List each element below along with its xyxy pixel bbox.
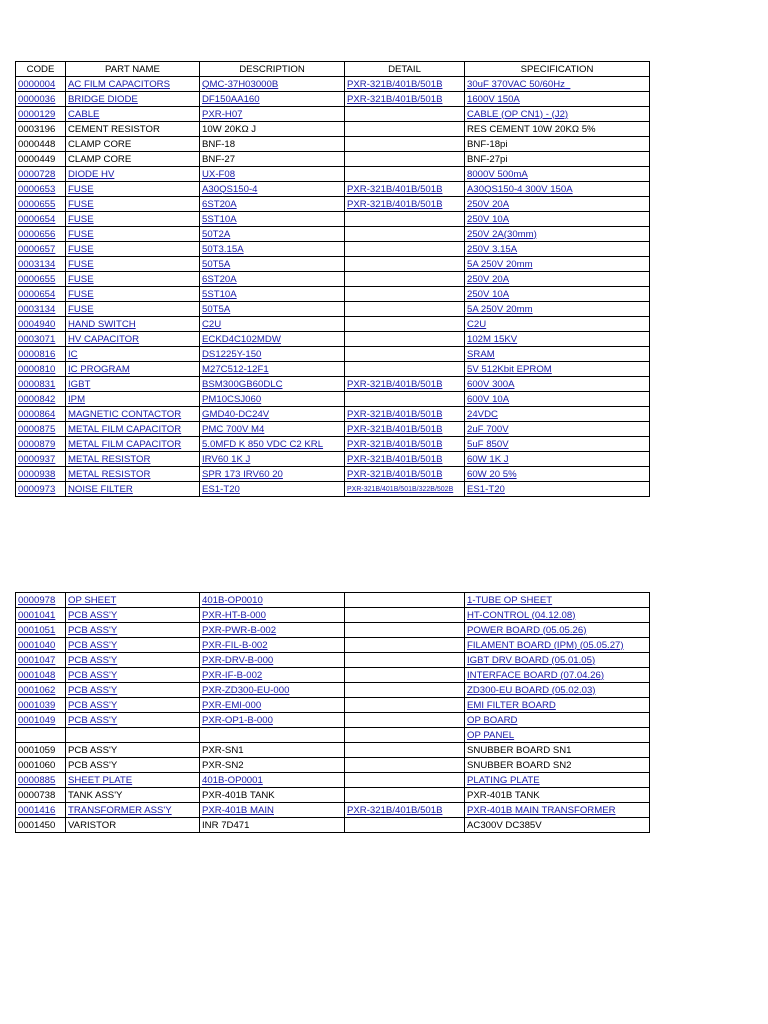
table-row <box>16 818 650 833</box>
cell-specification[interactable]: POWER BOARD (05.05.26) <box>465 623 650 638</box>
cell-part-name[interactable]: AC FILM CAPACITORS <box>66 77 200 92</box>
parts-table-main-body <box>16 77 650 497</box>
cell-specification[interactable]: 60W 20 5% <box>465 467 650 482</box>
cell-part-name[interactable]: NOISE FILTER <box>66 482 200 497</box>
parts-table-main <box>15 61 650 497</box>
table-row <box>16 608 650 623</box>
cell-specification[interactable]: IGBT DRV BOARD (05.01.05) <box>465 653 650 668</box>
cell-specification[interactable]: CABLE (OP CN1) - (J2) <box>465 107 650 122</box>
cell-part-name[interactable]: MAGNETIC CONTACTOR <box>66 407 200 422</box>
cell-specification[interactable]: OP PANEL <box>465 728 650 743</box>
header-specification: SPECIFICATION <box>465 62 650 77</box>
cell-description[interactable]: PXR-IF-B-002 <box>200 668 345 683</box>
cell-description[interactable]: PXR-401B MAIN <box>200 803 345 818</box>
table-row <box>16 773 650 788</box>
cell-detail <box>345 713 465 728</box>
cell-code[interactable]: 0000885 <box>16 773 66 788</box>
cell-detail <box>345 272 465 287</box>
cell-part-name[interactable]: IPM <box>66 392 200 407</box>
table-row <box>16 332 650 347</box>
cell-specification[interactable]: 600V 300A <box>465 377 650 392</box>
table-row <box>16 467 650 482</box>
cell-code[interactable]: 0000842 <box>16 392 66 407</box>
cell-description[interactable]: IRV60 1K J <box>200 452 345 467</box>
cell-part-name[interactable]: FUSE <box>66 287 200 302</box>
cell-part-name[interactable]: IC <box>66 347 200 362</box>
cell-part-name: CEMENT RESISTOR <box>66 122 200 137</box>
cell-description[interactable]: UX-F08 <box>200 167 345 182</box>
cell-detail <box>345 287 465 302</box>
cell-specification[interactable]: 2uF 700V <box>465 422 650 437</box>
table-row <box>16 623 650 638</box>
parts-table-assemblies <box>15 592 650 833</box>
cell-part-name[interactable]: PCB ASS'Y <box>66 683 200 698</box>
cell-specification[interactable]: INTERFACE BOARD (07.04.26) <box>465 668 650 683</box>
cell-detail <box>345 773 465 788</box>
cell-specification[interactable]: FILAMENT BOARD (IPM) (05.05.27) <box>465 638 650 653</box>
cell-detail <box>345 347 465 362</box>
cell-specification[interactable]: 1600V 150A <box>465 92 650 107</box>
cell-part-name[interactable]: BRIDGE DIODE <box>66 92 200 107</box>
cell-description[interactable]: PXR-OP1-B-000 <box>200 713 345 728</box>
table-row <box>16 422 650 437</box>
cell-detail <box>345 743 465 758</box>
cell-description[interactable]: PXR-H07 <box>200 107 345 122</box>
cell-specification[interactable]: 1-TUBE OP SHEET <box>465 593 650 608</box>
cell-code: 0000738 <box>16 788 66 803</box>
cell-specification[interactable]: PLATING PLATE <box>465 773 650 788</box>
table-row <box>16 182 650 197</box>
header-part-name: PART NAME <box>66 62 200 77</box>
cell-detail <box>345 653 465 668</box>
cell-detail <box>345 593 465 608</box>
cell-description[interactable]: QMC-37H03000B <box>200 77 345 92</box>
cell-detail <box>345 332 465 347</box>
cell-description[interactable]: PXR-HT-B-000 <box>200 608 345 623</box>
table-row <box>16 92 650 107</box>
cell-part-name[interactable]: PCB ASS'Y <box>66 608 200 623</box>
cell-code[interactable]: 0000978 <box>16 593 66 608</box>
table-row <box>16 437 650 452</box>
cell-detail <box>345 212 465 227</box>
cell-part-name[interactable]: PCB ASS'Y <box>66 653 200 668</box>
cell-code: 0001060 <box>16 758 66 773</box>
cell-specification[interactable]: 8000V 500mA <box>465 167 650 182</box>
cell-code[interactable]: 0000656 <box>16 227 66 242</box>
cell-specification[interactable]: 30uF 370VAC 50/60Hz_ <box>465 77 650 92</box>
cell-code[interactable]: 0001416 <box>16 803 66 818</box>
table-row <box>16 593 650 608</box>
cell-description[interactable]: C2U <box>200 317 345 332</box>
cell-detail[interactable]: PXR-321B/401B/501B <box>345 377 465 392</box>
cell-code[interactable]: 0000831 <box>16 377 66 392</box>
cell-description: PXR-SN2 <box>200 758 345 773</box>
cell-code[interactable]: 0000654 <box>16 287 66 302</box>
cell-specification[interactable]: 250V 20A <box>465 197 650 212</box>
cell-code[interactable]: 0000938 <box>16 467 66 482</box>
cell-code[interactable]: 0000816 <box>16 347 66 362</box>
table-row <box>16 212 650 227</box>
table-row <box>16 788 650 803</box>
cell-detail <box>345 788 465 803</box>
cell-specification[interactable]: 5V 512Kbit EPROM <box>465 362 650 377</box>
cell-detail <box>345 608 465 623</box>
cell-description[interactable]: 50T2A <box>200 227 345 242</box>
cell-detail[interactable]: PXR-321B/401B/501B <box>345 92 465 107</box>
table-row <box>16 347 650 362</box>
cell-part-name[interactable]: FUSE <box>66 227 200 242</box>
cell-description[interactable]: 6ST20A <box>200 197 345 212</box>
cell-description[interactable]: 50T5A <box>200 257 345 272</box>
cell-code[interactable]: 0001039 <box>16 698 66 713</box>
cell-description[interactable]: PXR-PWR-B-002 <box>200 623 345 638</box>
cell-description: PXR-401B TANK <box>200 788 345 803</box>
cell-specification[interactable]: 60W 1K J <box>465 452 650 467</box>
cell-detail <box>345 698 465 713</box>
cell-code[interactable]: 0001049 <box>16 713 66 728</box>
cell-detail <box>345 758 465 773</box>
cell-code[interactable]: 0000875 <box>16 422 66 437</box>
cell-specification[interactable]: 600V 10A <box>465 392 650 407</box>
table-row <box>16 242 650 257</box>
cell-code[interactable]: 0000004 <box>16 77 66 92</box>
cell-specification[interactable]: C2U <box>465 317 650 332</box>
cell-specification: SNUBBER BOARD SN2 <box>465 758 650 773</box>
cell-part-name[interactable]: FUSE <box>66 257 200 272</box>
cell-code[interactable]: 0000657 <box>16 242 66 257</box>
header-code: CODE <box>16 62 66 77</box>
cell-part-name[interactable]: DIODE HV <box>66 167 200 182</box>
cell-description[interactable]: DS1225Y-150 <box>200 347 345 362</box>
cell-part-name[interactable]: PCB ASS'Y <box>66 668 200 683</box>
cell-detail[interactable]: PXR-321B/401B/501B <box>345 182 465 197</box>
cell-code[interactable]: 0000036 <box>16 92 66 107</box>
header-description: DESCRIPTION <box>200 62 345 77</box>
cell-specification[interactable]: ZD300-EU BOARD (05.02.03) <box>465 683 650 698</box>
cell-part-name <box>66 728 200 743</box>
cell-code: 0000449 <box>16 152 66 167</box>
cell-code[interactable]: 0003134 <box>16 257 66 272</box>
cell-detail <box>345 137 465 152</box>
cell-code[interactable]: 0000973 <box>16 482 66 497</box>
cell-detail[interactable]: PXR-321B/401B/501B <box>345 422 465 437</box>
table-row <box>16 638 650 653</box>
cell-description[interactable]: PMC 700V M4 <box>200 422 345 437</box>
cell-part-name[interactable]: FUSE <box>66 302 200 317</box>
cell-detail <box>345 638 465 653</box>
cell-code <box>16 728 66 743</box>
cell-description[interactable]: 50T3.15A <box>200 242 345 257</box>
cell-part-name[interactable]: FUSE <box>66 182 200 197</box>
cell-code: 0000448 <box>16 137 66 152</box>
cell-part-name[interactable]: SHEET PLATE <box>66 773 200 788</box>
cell-part-name[interactable]: IGBT <box>66 377 200 392</box>
cell-description[interactable]: 5.0MFD K 850 VDC C2 KRL <box>200 437 345 452</box>
cell-part-name: PCB ASS'Y <box>66 758 200 773</box>
cell-specification[interactable]: A30QS150-4 300V 150A <box>465 182 650 197</box>
cell-part-name[interactable]: PCB ASS'Y <box>66 713 200 728</box>
cell-part-name[interactable]: PCB ASS'Y <box>66 638 200 653</box>
cell-detail <box>345 122 465 137</box>
cell-detail <box>345 227 465 242</box>
cell-description: BNF-27 <box>200 152 345 167</box>
cell-part-name[interactable]: FUSE <box>66 242 200 257</box>
cell-detail[interactable]: PXR-321B/401B/501B <box>345 803 465 818</box>
table-row <box>16 698 650 713</box>
cell-description[interactable]: 5ST10A <box>200 287 345 302</box>
cell-specification[interactable]: 250V 2A(30mm) <box>465 227 650 242</box>
cell-code[interactable]: 0003071 <box>16 332 66 347</box>
table-row <box>16 713 650 728</box>
table-row <box>16 287 650 302</box>
cell-description[interactable]: 50T5A <box>200 302 345 317</box>
table-row <box>16 257 650 272</box>
cell-specification: BNF-27pi <box>465 152 650 167</box>
cell-description[interactable]: PM10CSJ060 <box>200 392 345 407</box>
cell-description: PXR-SN1 <box>200 743 345 758</box>
cell-code[interactable]: 0000728 <box>16 167 66 182</box>
cell-description: BNF-18 <box>200 137 345 152</box>
cell-part-name: CLAMP CORE <box>66 137 200 152</box>
cell-part-name[interactable]: CABLE <box>66 107 200 122</box>
table-row <box>16 362 650 377</box>
cell-part-name[interactable]: OP SHEET <box>66 593 200 608</box>
cell-detail[interactable]: PXR-321B/401B/501B <box>345 452 465 467</box>
cell-specification: SNUBBER BOARD SN1 <box>465 743 650 758</box>
cell-part-name[interactable]: FUSE <box>66 197 200 212</box>
cell-description[interactable]: 401B-OP0010 <box>200 593 345 608</box>
table-row <box>16 302 650 317</box>
cell-code[interactable]: 0001062 <box>16 683 66 698</box>
cell-code[interactable]: 0000864 <box>16 407 66 422</box>
cell-detail[interactable]: PXR-321B/401B/501B <box>345 407 465 422</box>
cell-part-name[interactable]: HAND SWITCH <box>66 317 200 332</box>
cell-detail <box>345 728 465 743</box>
cell-part-name[interactable]: METAL RESISTOR <box>66 452 200 467</box>
cell-description[interactable]: 5ST10A <box>200 212 345 227</box>
cell-code: 0003196 <box>16 122 66 137</box>
cell-specification: AC300V DC385V <box>465 818 650 833</box>
cell-part-name[interactable]: METAL FILM CAPACITOR <box>66 437 200 452</box>
cell-detail[interactable]: PXR-321B/401B/501B <box>345 77 465 92</box>
cell-specification[interactable]: OP BOARD <box>465 713 650 728</box>
table-row <box>16 137 650 152</box>
cell-detail <box>345 623 465 638</box>
cell-description[interactable]: ECKD4C102MDW <box>200 332 345 347</box>
cell-code[interactable]: 0001047 <box>16 653 66 668</box>
cell-code[interactable]: 0001051 <box>16 623 66 638</box>
cell-specification[interactable]: PXR-401B MAIN TRANSFORMER <box>465 803 650 818</box>
cell-detail[interactable]: PXR-321B/401B/501B/322B/502B <box>345 482 465 497</box>
table-row <box>16 407 650 422</box>
cell-specification[interactable]: 5A 250V 20mm <box>465 302 650 317</box>
table-row <box>16 272 650 287</box>
cell-code[interactable]: 0000937 <box>16 452 66 467</box>
cell-specification[interactable]: ES1-T20 <box>465 482 650 497</box>
cell-specification[interactable]: EMI FILTER BOARD <box>465 698 650 713</box>
cell-code[interactable]: 0000653 <box>16 182 66 197</box>
table-row <box>16 758 650 773</box>
table-row <box>16 482 650 497</box>
cell-code[interactable]: 0000655 <box>16 197 66 212</box>
cell-detail <box>345 818 465 833</box>
cell-description[interactable]: 401B-OP0001 <box>200 773 345 788</box>
cell-code[interactable]: 0001040 <box>16 638 66 653</box>
table-row <box>16 227 650 242</box>
cell-code[interactable]: 0001048 <box>16 668 66 683</box>
cell-detail <box>345 167 465 182</box>
cell-code[interactable]: 0001041 <box>16 608 66 623</box>
cell-description[interactable]: M27C512-12F1 <box>200 362 345 377</box>
cell-code[interactable]: 0003134 <box>16 302 66 317</box>
cell-part-name[interactable]: IC PROGRAM <box>66 362 200 377</box>
cell-specification[interactable]: 250V 10A <box>465 212 650 227</box>
cell-description: 10W 20KΩ J <box>200 122 345 137</box>
table-row <box>16 668 650 683</box>
cell-part-name: TANK ASS'Y <box>66 788 200 803</box>
cell-description[interactable]: PXR-FIL-B-002 <box>200 638 345 653</box>
cell-specification: RES CEMENT 10W 20KΩ 5% <box>465 122 650 137</box>
table-row <box>16 122 650 137</box>
cell-specification[interactable]: 250V 20A <box>465 272 650 287</box>
table-row <box>16 317 650 332</box>
cell-description[interactable]: BSM300GB60DLC <box>200 377 345 392</box>
table-row <box>16 107 650 122</box>
cell-part-name[interactable]: PCB ASS'Y <box>66 698 200 713</box>
cell-detail[interactable]: PXR-321B/401B/501B <box>345 437 465 452</box>
cell-part-name: CLAMP CORE <box>66 152 200 167</box>
cell-description[interactable]: A30QS150-4 <box>200 182 345 197</box>
cell-code[interactable]: 0000879 <box>16 437 66 452</box>
cell-code[interactable]: 0000655 <box>16 272 66 287</box>
table-row <box>16 152 650 167</box>
cell-description[interactable]: PXR-DRV-B-000 <box>200 653 345 668</box>
cell-code[interactable]: 0000810 <box>16 362 66 377</box>
cell-specification[interactable]: 250V 3.15A <box>465 242 650 257</box>
cell-detail <box>345 683 465 698</box>
cell-description[interactable]: SPR 173 IRV60 20 <box>200 467 345 482</box>
cell-detail[interactable]: PXR-321B/401B/501B <box>345 197 465 212</box>
cell-part-name: VARISTOR <box>66 818 200 833</box>
cell-detail <box>345 257 465 272</box>
cell-detail <box>345 107 465 122</box>
cell-specification: BNF-18pi <box>465 137 650 152</box>
cell-description[interactable]: PXR-EMI-000 <box>200 698 345 713</box>
cell-description[interactable]: GMD40-DC24V <box>200 407 345 422</box>
cell-detail[interactable]: PXR-321B/401B/501B <box>345 467 465 482</box>
table-row <box>16 683 650 698</box>
cell-detail <box>345 242 465 257</box>
cell-description[interactable]: 6ST20A <box>200 272 345 287</box>
cell-part-name[interactable]: PCB ASS'Y <box>66 623 200 638</box>
cell-code[interactable]: 0000129 <box>16 107 66 122</box>
table-row <box>16 167 650 182</box>
cell-code: 0001059 <box>16 743 66 758</box>
table-row <box>16 197 650 212</box>
cell-part-name[interactable]: METAL RESISTOR <box>66 467 200 482</box>
cell-specification[interactable]: 102M 15KV <box>465 332 650 347</box>
cell-part-name[interactable]: TRANSFORMER ASS'Y <box>66 803 200 818</box>
cell-code[interactable]: 0004940 <box>16 317 66 332</box>
header-detail: DETAIL <box>345 62 465 77</box>
cell-specification[interactable]: 5A 250V 20mm <box>465 257 650 272</box>
table-row <box>16 743 650 758</box>
cell-part-name: PCB ASS'Y <box>66 743 200 758</box>
parts-table-assemblies-body <box>16 593 650 833</box>
cell-part-name[interactable]: FUSE <box>66 212 200 227</box>
cell-code: 0001450 <box>16 818 66 833</box>
table-row <box>16 392 650 407</box>
cell-part-name[interactable]: HV CAPACITOR <box>66 332 200 347</box>
cell-specification[interactable]: 24VDC <box>465 407 650 422</box>
cell-detail <box>345 317 465 332</box>
cell-specification[interactable]: HT-CONTROL (04.12.08) <box>465 608 650 623</box>
cell-description[interactable]: DF150AA160 <box>200 92 345 107</box>
header-row <box>16 62 650 77</box>
cell-part-name[interactable]: METAL FILM CAPACITOR <box>66 422 200 437</box>
cell-code[interactable]: 0000654 <box>16 212 66 227</box>
cell-specification[interactable]: SRAM <box>465 347 650 362</box>
cell-description <box>200 728 345 743</box>
table-row <box>16 77 650 92</box>
table-row <box>16 653 650 668</box>
cell-detail <box>345 668 465 683</box>
cell-part-name[interactable]: FUSE <box>66 272 200 287</box>
cell-detail <box>345 302 465 317</box>
table-row <box>16 728 650 743</box>
cell-specification[interactable]: 5uF 850V <box>465 437 650 452</box>
cell-detail <box>345 152 465 167</box>
cell-description[interactable]: PXR-ZD300-EU-000 <box>200 683 345 698</box>
table-row <box>16 452 650 467</box>
cell-specification: PXR-401B TANK <box>465 788 650 803</box>
table-row <box>16 377 650 392</box>
cell-specification[interactable]: 250V 10A <box>465 287 650 302</box>
table-row <box>16 803 650 818</box>
cell-description[interactable]: ES1-T20 <box>200 482 345 497</box>
cell-description: INR 7D471 <box>200 818 345 833</box>
cell-detail <box>345 362 465 377</box>
cell-detail <box>345 392 465 407</box>
